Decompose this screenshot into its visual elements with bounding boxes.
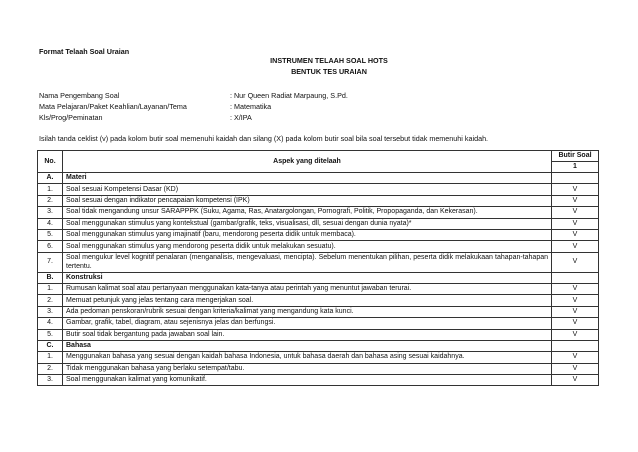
section-letter: B. [38, 272, 63, 283]
table-row [38, 329, 599, 340]
row-mark[interactable]: V [552, 363, 599, 374]
row-number: 7. [38, 252, 63, 272]
row-mark[interactable]: V [552, 252, 599, 272]
table-row [38, 252, 599, 272]
row-mark[interactable]: V [552, 195, 599, 206]
row-aspek: Gambar, grafik, tabel, diagram, atau sejenisnya jelas dan berfungsi. [63, 318, 552, 329]
table-row [38, 184, 599, 195]
table-row [38, 375, 599, 386]
row-number: 3. [38, 207, 63, 218]
info-label: Kls/Prog/Peminatan [39, 113, 103, 122]
row-mark[interactable]: V [552, 218, 599, 229]
table-row [38, 363, 599, 374]
row-mark[interactable]: V [552, 375, 599, 386]
row-aspek: Soal menggunakan kalimat yang komunikatif. [63, 375, 552, 386]
row-number: 2. [38, 295, 63, 306]
info-label: Mata Pelajaran/Paket Keahlian/Layanan/Tema [39, 102, 187, 111]
table-row [38, 241, 599, 252]
row-number: 4. [38, 218, 63, 229]
info-label: Nama Pengembang Soal [39, 91, 120, 100]
row-mark[interactable]: V [552, 229, 599, 240]
row-mark[interactable]: V [552, 329, 599, 340]
row-aspek: Soal menggunakan stimulus yang mendorong peserta didik untuk melakukan sesuatu). [63, 241, 552, 252]
row-aspek: Memuat petunjuk yang jelas tentang cara mengerjakan soal. [63, 295, 552, 306]
row-number: 5. [38, 329, 63, 340]
section-letter: C. [38, 340, 63, 351]
row-aspek: Soal mengukur level kognitif penalaran (menganalisis, mengevaluasi, mencipta). Sebelum menentukan pilihan, peserta didik melakukaan tahapan-tahapan tertentu. [63, 252, 552, 272]
row-mark[interactable]: V [552, 184, 599, 195]
row-number: 3. [38, 375, 63, 386]
info-value: : Matematika [230, 102, 272, 111]
row-aspek: Menggunakan bahasa yang sesuai dengan kaidah bahasa Indonesia, untuk bahasa daerah dan bahasa asing sesuai kaidahnya. [63, 352, 552, 363]
row-number: 1. [38, 283, 63, 294]
instruction-text: Isilah tanda ceklist (v) pada kolom butir soal memenuhi kaidah dan silang (X) pada kolom butir soal bila soal tersebut tidak memenuhi kaidah. [39, 134, 489, 143]
section-row-materi [38, 173, 599, 184]
section-row-konstruksi [38, 272, 599, 283]
document-subtitle: BENTUK TES URAIAN [291, 67, 367, 76]
row-mark[interactable]: V [552, 207, 599, 218]
section-letter: A. [38, 173, 63, 184]
info-row-kelas [39, 113, 252, 122]
col-header-butir: Butir Soal [552, 151, 599, 162]
section-name: Bahasa [63, 340, 552, 351]
info-value: : Nur Queen Radiat Marpaung, S.Pd. [230, 91, 348, 100]
section-name: Konstruksi [63, 272, 552, 283]
document-title: INSTRUMEN TELAAH SOAL HOTS [270, 56, 388, 65]
review-table [37, 150, 599, 386]
row-aspek: Soal tidak mengandung unsur SARAPPPK (Suku, Agama, Ras, Anatargolongan, Pornografi, Politik, Propopaganda, dan Kekerasan). [63, 207, 552, 218]
row-mark[interactable]: V [552, 283, 599, 294]
section-row-bahasa [38, 340, 599, 351]
info-row-pengembang [39, 91, 348, 100]
row-number: 5. [38, 229, 63, 240]
info-value: : X/IPA [230, 113, 252, 122]
row-aspek: Soal menggunakan stimulus yang imajinatif (baru, mendorong peserta didik untuk membaca). [63, 229, 552, 240]
col-header-aspek: Aspek yang ditelaah [63, 151, 552, 173]
row-number: 1. [38, 352, 63, 363]
table-row [38, 229, 599, 240]
table-row [38, 295, 599, 306]
row-mark[interactable]: V [552, 241, 599, 252]
table-row [38, 195, 599, 206]
table-row [38, 218, 599, 229]
row-aspek: Soal sesuai dengan indikator pencapaian kompetensi (IPK) [63, 195, 552, 206]
row-aspek: Butir soal tidak bergantung pada jawaban soal lain. [63, 329, 552, 340]
row-mark[interactable]: V [552, 318, 599, 329]
table-row [38, 283, 599, 294]
section-name: Materi [63, 173, 552, 184]
row-aspek: Rumusan kalimat soal atau pertanyaan menggunakan kata-tanya atau perintah yang menuntut jawaban terurai. [63, 283, 552, 294]
row-aspek: Ada pedoman penskoran/rubrik sesuai dengan kriteria/kalimat yang mengandung kata kunci. [63, 306, 552, 317]
row-aspek: Soal sesuai Kompetensi Dasar (KD) [63, 184, 552, 195]
row-aspek: Soal menggunakan stimulus yang kontekstual (gambar/grafik, teks, visualisasi, dll, sesuai dengan dunia nyata)* [63, 218, 552, 229]
row-number: 1. [38, 184, 63, 195]
format-label: Format Telaah Soal Uraian [39, 47, 130, 56]
table-row [38, 318, 599, 329]
table-row [38, 352, 599, 363]
row-mark[interactable]: V [552, 352, 599, 363]
table-row [38, 306, 599, 317]
row-number: 4. [38, 318, 63, 329]
row-number: 6. [38, 241, 63, 252]
row-number: 3. [38, 306, 63, 317]
table-row [38, 207, 599, 218]
row-mark[interactable]: V [552, 295, 599, 306]
col-header-no: No. [38, 151, 63, 173]
row-number: 2. [38, 195, 63, 206]
col-header-butir-number: 1 [552, 162, 599, 173]
row-number: 2. [38, 363, 63, 374]
row-mark[interactable]: V [552, 306, 599, 317]
row-aspek: Tidak menggunakan bahasa yang berlaku setempat/tabu. [63, 363, 552, 374]
info-row-mapel [39, 102, 271, 111]
